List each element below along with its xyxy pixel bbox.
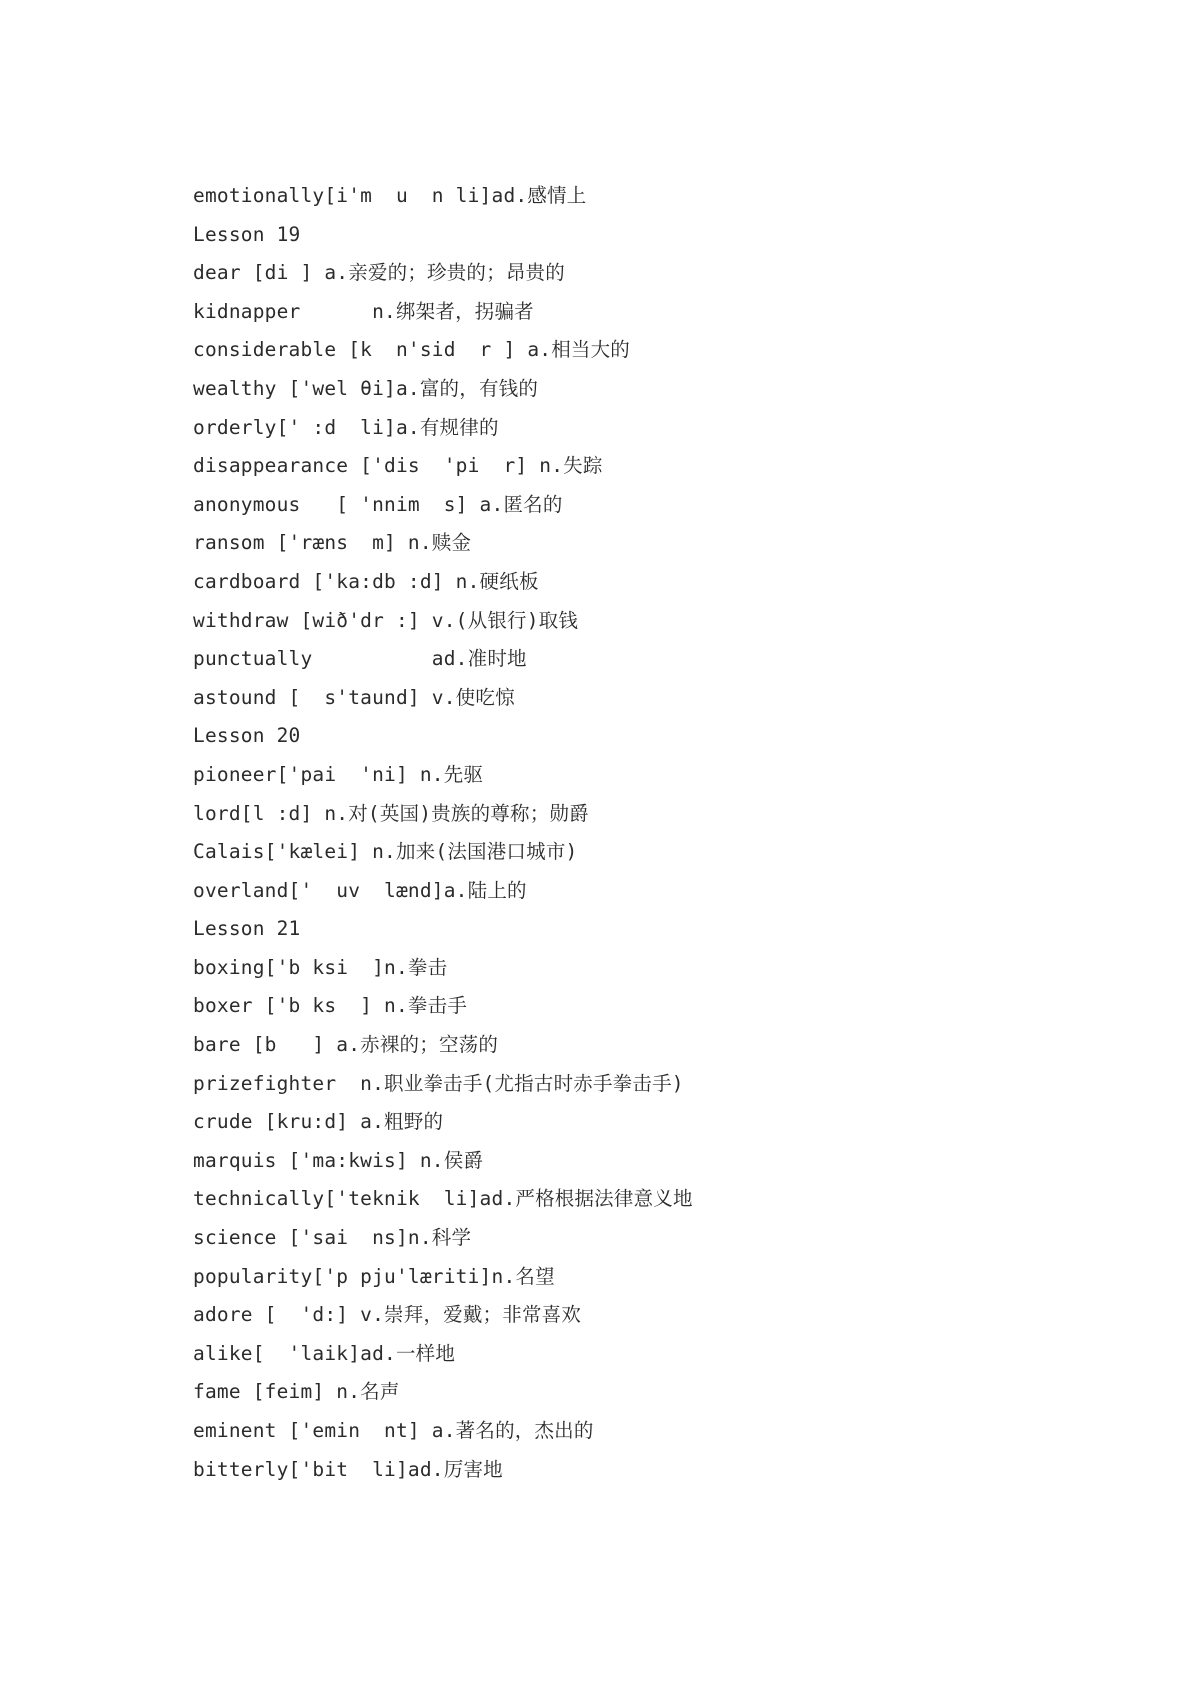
vocab-entry: bare [b ] a.赤裸的；空荡的 [193, 1033, 499, 1057]
vocab-entry: alike[ 'laik]ad.一样地 [193, 1341, 456, 1365]
lesson-heading: Lesson 21 [193, 917, 301, 941]
vocab-entry: lord[l :d] n.对(英国)贵族的尊称；勋爵 [193, 801, 589, 825]
vocab-entry: punctually ad.准时地 [193, 647, 527, 671]
vocab-entry: adore [ 'd:] v.崇拜，爱戴；非常喜欢 [193, 1303, 582, 1327]
vocab-entry: astound [ s'taund] v.使吃惊 [193, 685, 515, 709]
vocab-entry: technically['teknik li]ad.严格根据法律意义地 [193, 1187, 693, 1211]
vocab-entry: crude [kru:d] a.粗野的 [193, 1110, 444, 1134]
vocab-entry: cardboard ['ka:db :d] n.硬纸板 [193, 569, 539, 593]
vocab-entry: fame [feim] n.名声 [193, 1380, 400, 1404]
vocab-entry: withdraw [wið'dr :] v.(从银行)取钱 [193, 608, 579, 632]
vocab-entry: anonymous [ 'nnim s] a.匿名的 [193, 492, 563, 516]
vocab-entry: orderly[' :d li]a.有规律的 [193, 415, 499, 439]
vocab-entry: overland[' uv lænd]a.陆上的 [193, 878, 527, 902]
vocabulary-list [193, 181, 1093, 1493]
vocab-entry: Calais['kælei] n.加来(法国港口城市) [193, 840, 578, 864]
vocab-entry: popularity['p pju'læriti]n.名望 [193, 1264, 555, 1288]
vocab-entry: marquis ['ma:kwis] n.侯爵 [193, 1148, 484, 1172]
vocab-entry: disappearance ['dis 'pi r] n.失踪 [193, 454, 603, 478]
vocab-entry: eminent ['emin nt] a.著名的，杰出的 [193, 1419, 594, 1442]
vocab-entry: ransom ['ræns m] n.赎金 [193, 531, 472, 555]
vocab-entry: pioneer['pai 'ni] n.先驱 [193, 762, 484, 786]
vocab-entry: emotionally[i'm u n li]ad.感情上 [193, 184, 587, 207]
vocab-entry: science ['sai ns]n.科学 [193, 1226, 472, 1250]
lesson-heading: Lesson 19 [193, 222, 301, 246]
vocab-entry: bitterly['bit li]ad.厉害地 [193, 1457, 503, 1481]
vocab-entry: boxing['b ksi ]n.拳击 [193, 955, 448, 979]
vocab-entry: prizefighter n.职业拳击手(尤指古时赤手拳击手) [193, 1071, 684, 1095]
vocab-entry: dear [di ] a.亲爱的；珍贵的；昂贵的 [193, 261, 565, 285]
vocab-entry: kidnapper n.绑架者，拐骗者 [193, 299, 534, 323]
vocab-entry: considerable [k n'sid r ] a.相当大的 [193, 338, 630, 362]
vocab-entry: wealthy ['wel θi]a.富的，有钱的 [193, 376, 539, 400]
vocab-entry: boxer ['b ks ] n.拳击手 [193, 994, 468, 1018]
lesson-heading: Lesson 20 [193, 724, 301, 748]
